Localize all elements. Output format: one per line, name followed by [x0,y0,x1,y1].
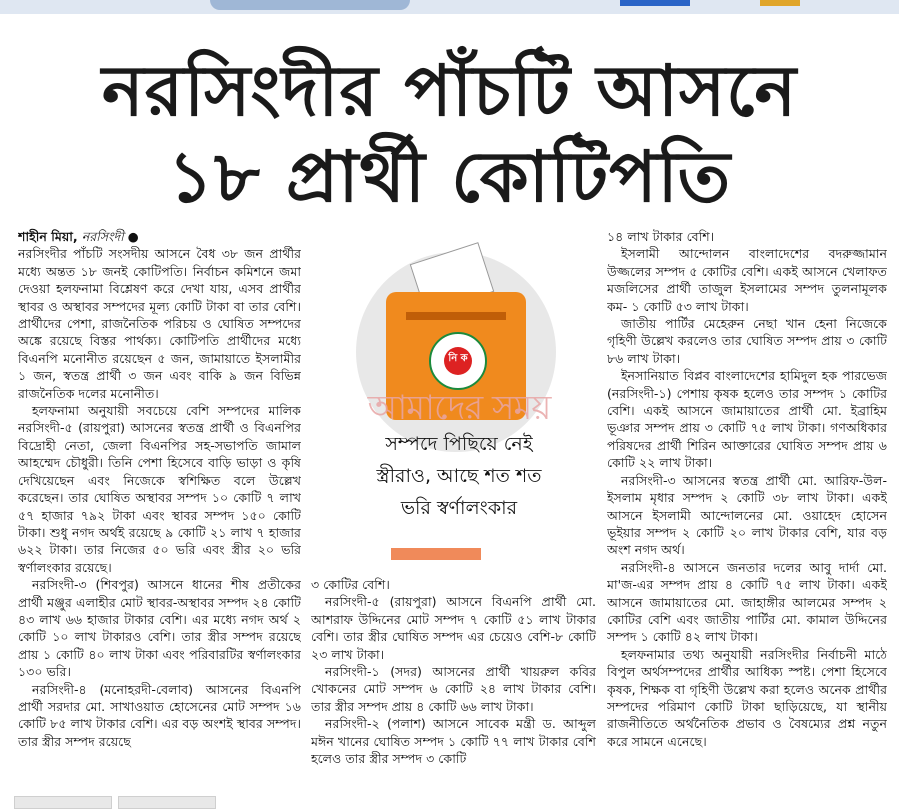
paragraph: নরসিংদীর পাঁচটি সংসদীয় আসনে বৈধ ৩৮ জন প্রার্থীর মধ্যে অন্তত ১৮ জনই কোটিপতি। নির্বাচন কমিশনে জমা দেওয়া হলফনামা বিশ্লেষণ করে দেখা যায়, এসব প্রার্থীর স্থাবর ও অস্থাবর সম্পদের মূল্য কোটি টাকা বা তার বেশি। প্রার্থীদের পেশা, রাজনৈতিক পরিচয় ও ঘোষিত সম্পদের অঙ্কে রয়েছে বিস্তর পার্থক্য। কোটিপতি প্রার্থীদের মধ্যে বিএনপি মনোনীত রয়েছেন ৫ জন, জামায়াতে ইসলামীর ১ জন, স্বতন্ত্র প্রার্থী ৩ জন এবং বাকি ৯ জন বিভিন্ন রাজনৈতিক দলের মনোনীত। [18,246,301,401]
paragraph: ইনসানিয়াত বিপ্লব বাংলাদেশের হামিদুল হক পারভেজ (নরসিংদী-১) পেশায় কৃষক হলেও তার সম্পদ ১ কোটির বেশি। একই আসনে জামায়াতের প্রার্থী মো. ইব্রাহিম ভূঞার সম্পদ প্রায় ৩ কোটি ৭৫ লাখ টাকা। গণঅধিকার পরিষদের প্রার্থী শিরিন আক্তারের ঘোষিত সম্পদ প্রায় ৬ কোটি ২২ লাখ টাকা। [607,368,887,471]
article-column-1 [18,228,301,800]
paragraph: নরসিংদী-১ (সদর) আসনের প্রার্থী খায়রুল কবির খোকনের মোট সম্পদ ৬ কোটি ২৪ লাখ টাকার বেশি। তার স্ত্রীর সম্পদ প্রায় ৪ কোটি ৬৬ লাখ টাকা। [311,664,596,714]
ballot-box-graphic [321,232,597,572]
next-article-strip [118,796,216,809]
paragraph: নরসিংদী-৪ (মনোহরদী-বেলাব) আসনের বিএনপি প্রার্থী সরদার মো. সাখাওয়াত হোসেনের মোট সম্পদ ১৬ কোটি ৮৫ লাখ টাকার বেশি। এর বড় অংশই স্থাবর সম্পদ। তার স্ত্রীর সম্পদ রয়েছে [18,681,301,749]
paragraph: ১৪ লাখ টাকার বেশি। [607,229,715,244]
paragraph: ৩ কোটির বেশি। [311,577,390,592]
masthead-blue-mark [620,0,690,6]
masthead-curve [210,0,410,10]
paragraph: নরসিংদী-৩ আসনের স্বতন্ত্র প্রার্থী মো. আরিফ-উল-ইসলাম মৃধার সম্পদ ২ কোটি ৩৮ লাখ টাকা। একই আসনে ইসলামী আন্দোলনের মো. ওয়াহেদ হোসেন ভূইয়ার সম্পদ ২ কোটি ২০ লাখ টাকার বেশি, যার বড় অংশ নগদ অর্থ। [607,472,887,558]
emblem-text: নি ক [448,353,468,364]
caption-line-3: ভরি স্বর্ণালংকার [400,497,518,519]
headline-line-2: ১৮ প্রার্থী কোটিপতি [167,136,732,218]
graphic-caption [321,428,597,524]
headline-line-1: নরসিংদীর পাঁচটি আসনে [101,50,798,132]
masthead-yellow-mark [760,0,800,6]
byline [18,228,301,245]
article-column-2 [311,576,596,800]
paragraph: নরসিংদী-৩ (শিবপুর) আসনে ধানের শীষ প্রতীকের প্রার্থী মঞ্জুর এলাহীর মোট স্থাবর-অস্থাবর সম্পদ ২৪ কোটি ৪৩ লাখ ৬৬ হাজার টাকার বেশি। এর মধ্যে নগদ অর্থ ২ কোটি ১০ লাখ টাকারও বেশি। তার স্ত্রীর সম্পদ রয়েছে প্রায় ১ কোটি ৪০ লাখ টাকা এবং পরিবারটির স্বর্ণালংকার ১৩০ ভরি। [18,577,301,680]
article-column-3 [607,228,887,800]
caption-line-2: স্ত্রীরাও, আছে শত শত [376,465,542,487]
reporter-name: শাহীন মিয়া, [18,229,78,244]
paragraph: হলফনামা অনুযায়ী সবচেয়ে বেশি সম্পদের মালিক নরসিংদী-৫ (রায়পুরা) আসনের স্বতন্ত্র প্রার্থী ও বিএনপির বিদ্রোহী নেতা, জেলা বিএনপির সহ-সভাপতি জামাল আহম্মেদ চৌধুরী। তিনি পেশা হিসেবে বাড়ি ভাড়া ও কৃষি দেখিয়েছেন এবং নিজেকে স্বশিক্ষিত বলে উল্লেখ করেছেন। তার ঘোষিত অস্থাবর সম্পদ ১০ কোটি ৭ লাখ ৫৭ হাজার ৭৯২ টাকা এবং স্থাবর সম্পদ ১৫০ কোটি টাকা। শুধু নগদ অর্থই রয়েছে ৯ কোটি ২১ লাখ ৭ হাজার ৬২২ টাকা। তার নিজের ৫০ ভরি এবং স্ত্রীর ২০ ভরি স্বর্ণালংকার রয়েছে। [18,403,301,575]
next-article-strip [14,796,112,809]
caption-accent-bar [391,548,481,560]
headline [0,48,899,220]
newspaper-watermark-logo: আমাদের সময় [367,388,551,428]
ballot-slot [406,312,506,320]
paragraph: হলফনামার তথ্য অনুযায়ী নরসিংদীর নির্বাচনী মাঠে বিপুল অর্থসম্পদের প্রার্থীর আধিক্য স্পষ্ট। পেশা হিসেবে কৃষক, শিক্ষক বা গৃহিণী উল্লেখ করা হলেও অনেক প্রার্থীর সম্পদের পরিমাণ কোটি টাকা ছাড়িয়েছে, যা স্থানীয় রাজনীতিতে অর্থনৈতিক প্রভাব ও বৈষম্যের প্রশ্ন নতুন করে সামনে এনেছে। [607,646,887,749]
byline-dot-icon: ● [127,229,139,244]
top-decorative-band [0,0,899,14]
paragraph: নরসিংদী-৪ আসনে জনতার দলের আবু দার্দা মো. মা'জ-এর সম্পদ প্রায় ৪ কোটি ৭৫ লাখ টাকা। একই আসনে জামায়াতের মো. জাহাঙ্গীর আলমের সম্পদ ২ কোটির বেশি এবং জাতীয় পার্টির মো. কামাল উদ্দিনের সম্পদ ১ কোটি ৪২ লাখ টাকা। [607,559,887,645]
reporter-location: নরসিংদী [81,229,124,244]
paragraph: ইসলামী আন্দোলন বাংলাদেশের বদরুজ্জামান উজ্জলের সম্পদ ৫ কোটির বেশি। একই আসনে খেলাফত মজলিসের প্রার্থী তাজুল ইসলামের সম্পদ তুলনামূলক কম- ১ কোটি ৫৩ লাখ টাকা। [607,246,887,314]
paragraph: জাতীয় পার্টির মেহেরুন নেছা খান হেনা নিজেকে গৃহিণী উল্লেখ করলেও তার ঘোষিত সম্পদ প্রায় ৩ কোটি ৮৬ লাখ টাকা। [607,316,887,366]
paragraph: নরসিংদী-২ (পলাশ) আসনে সাবেক মন্ত্রী ড. আব্দুল মঈন খানের ঘোষিত সম্পদ ১ কোটি ৭৭ লাখ টাকার বেশি হলেও তার স্ত্রীর সম্পদ ৩ কোটি [311,716,596,767]
paragraph: নরসিংদী-৫ (রায়পুরা) আসনে বিএনপি প্রার্থী মো. আশরাফ উদ্দিনের মোট সম্পদ ৭ কোটি ৫১ লাখ টাকার বেশি। তার স্ত্রীর ঘোষিত সম্পদ এর চেয়েও বেশি-৮ কোটি ২৩ লাখ টাকা। [311,594,596,662]
caption-line-1: সম্পদে পিছিয়ে নেই [385,433,533,455]
